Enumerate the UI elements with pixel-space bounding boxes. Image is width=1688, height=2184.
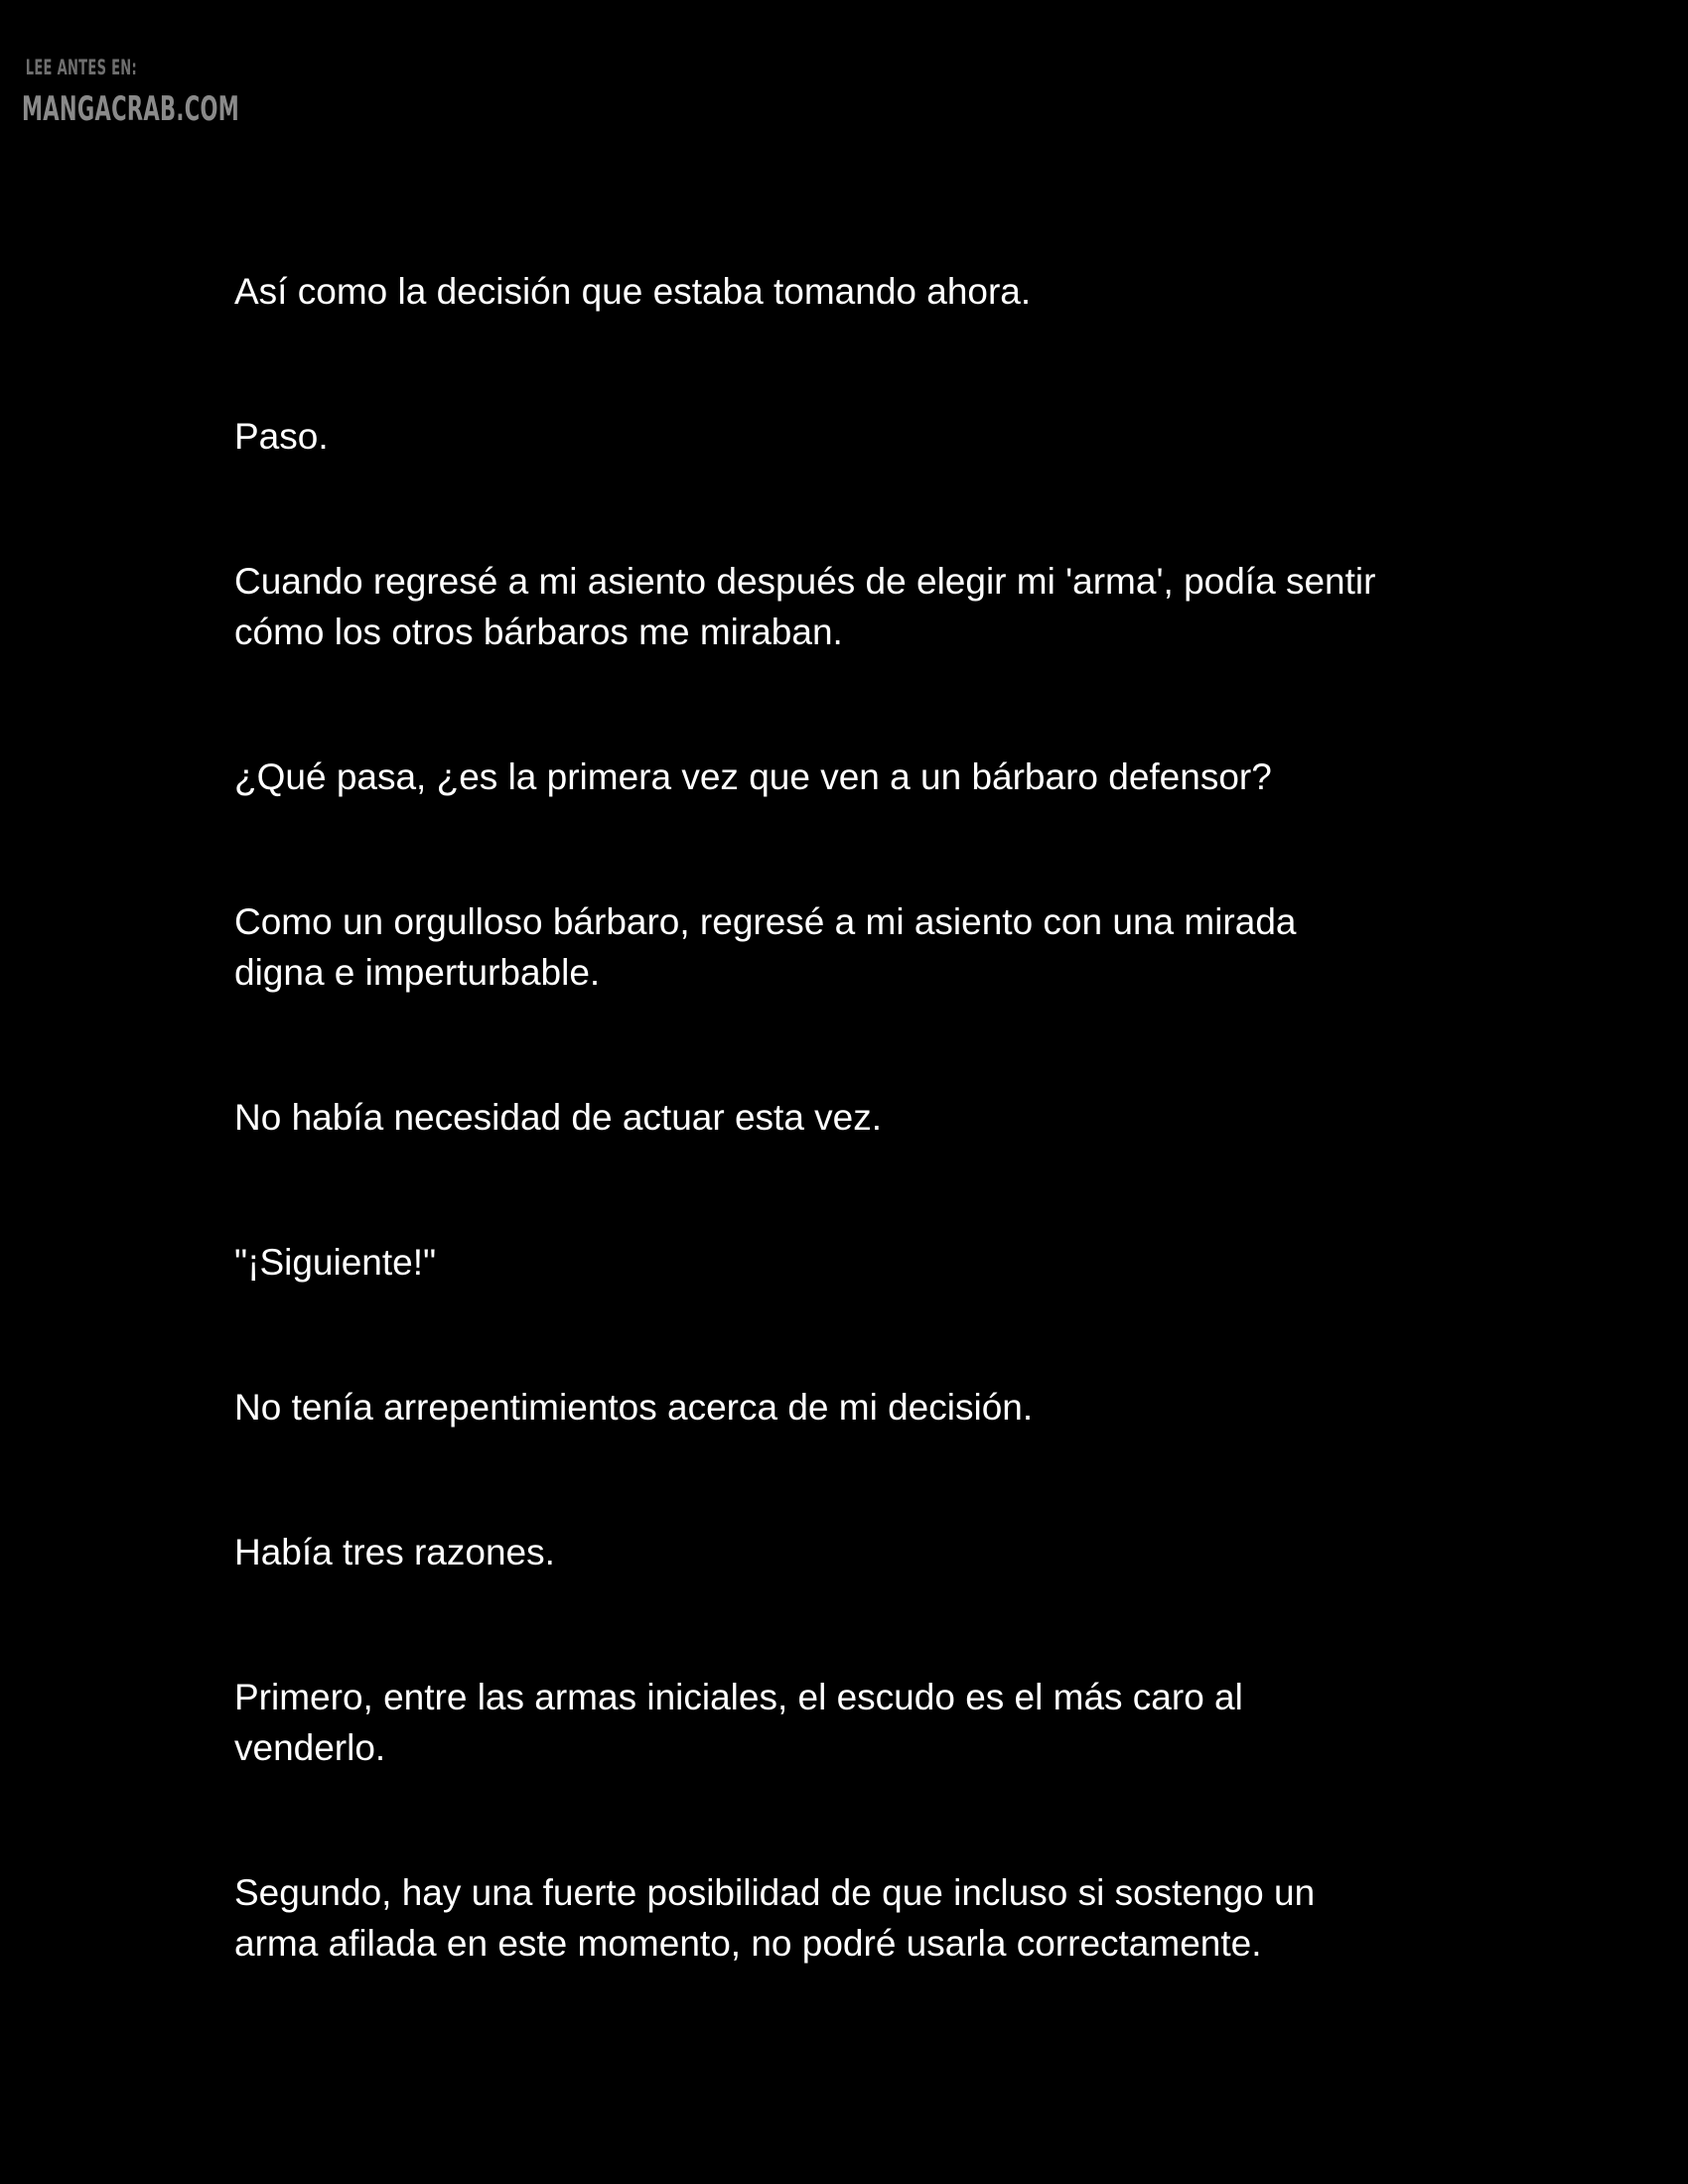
paragraph: Paso. xyxy=(234,416,329,457)
paragraph: Primero, entre las armas iniciales, el escudo es el más caro al venderlo. xyxy=(234,1677,1243,1768)
paragraph: No había necesidad de actuar esta vez. xyxy=(234,1097,883,1138)
paragraph: Segundo, hay una fuerte posibilidad de que incluso si sostengo un arma afilada en este momento, no podré usarla correctamente. xyxy=(234,1872,1316,1964)
paragraph: ¿Qué pasa, ¿es la primera vez que ven a un bárbaro defensor? xyxy=(234,756,1272,797)
paragraph: Cuando regresé a mi asiento después de elegir mi 'arma', podía sentir cómo los otros bárbaros me miraban. xyxy=(234,561,1376,652)
watermark-logo xyxy=(22,56,240,129)
paragraph: "¡Siguiente!" xyxy=(234,1242,437,1283)
paragraph: Como un orgulloso bárbaro, regresé a mi asiento con una mirada digna e imperturbable. xyxy=(234,901,1297,993)
paragraph: Así como la decisión que estaba tomando ahora. xyxy=(234,271,1032,312)
paragraph: No tenía arrepentimientos acerca de mi decisión. xyxy=(234,1387,1034,1428)
text-body xyxy=(234,266,1485,2063)
watermark-tagline: LEE ANTES EN: xyxy=(25,56,138,79)
watermark-site: MANGACRAB.COM xyxy=(22,89,240,129)
paragraph: Había tres razones. xyxy=(234,1532,555,1572)
